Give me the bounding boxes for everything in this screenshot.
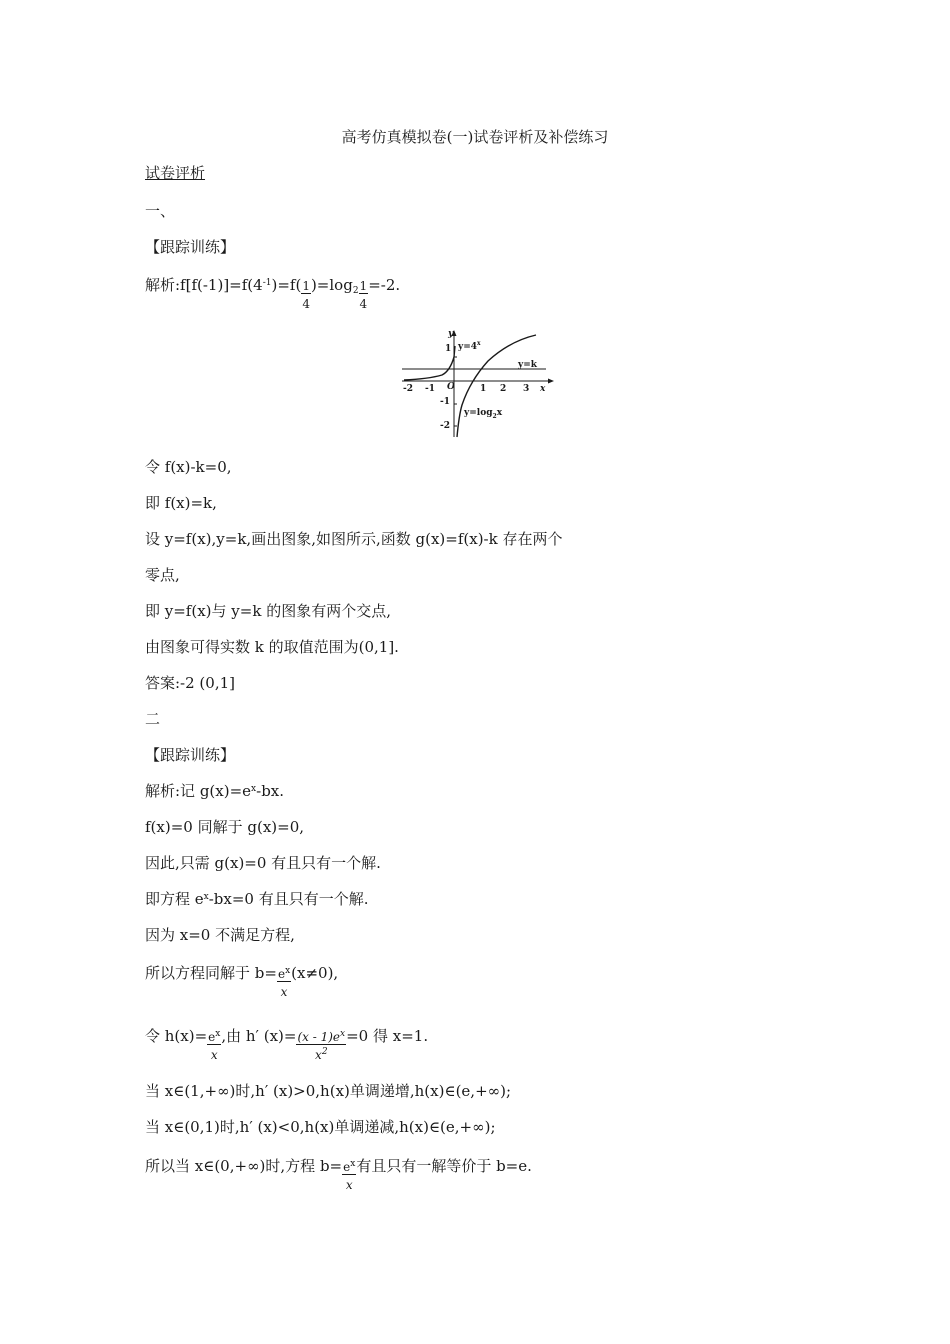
section-heading: 试卷评析	[145, 164, 206, 182]
text: -bx=0 有且只有一个解.	[208, 890, 369, 908]
text: 有且只有一解等价于 b=e.	[356, 1157, 532, 1175]
part2-line: 因为 x=0 不满足方程,	[145, 926, 295, 944]
text: 令 h(x)=	[145, 1027, 208, 1045]
fraction-ex-over-x	[207, 1026, 221, 1062]
text: =0 得 x=1.	[346, 1027, 429, 1045]
part2-line: 当 x∈(0,1)时,h′ (x)<0,h(x)单调递减,h(x)∈(e,+∞);	[145, 1118, 496, 1136]
part1-line: 即 y=f(x)与 y=k 的图象有两个交点,	[145, 602, 391, 620]
part2-line: 因此,只需 g(x)=0 有且只有一个解.	[145, 854, 381, 872]
part1-line: 令 f(x)-k=0,	[145, 458, 232, 476]
fraction-denominator: 4	[359, 297, 368, 311]
y-tick-label: 1	[445, 344, 452, 354]
fraction-numerator: $(x - 1)e^x$	[297, 1029, 346, 1044]
function-graph	[398, 325, 558, 443]
page-title: 高考仿真模拟卷(一)试卷评析及补偿练习	[341, 128, 609, 146]
curve2-label: $y=\log_2x$	[464, 408, 503, 420]
part2-heading: 【跟踪训练】	[145, 746, 236, 764]
part2-line: f(x)=0 同解于 g(x)=0,	[145, 818, 305, 836]
fraction-denominator: x	[345, 1178, 353, 1192]
exponent: x	[251, 784, 257, 794]
x-tick-label: -1	[425, 384, 435, 394]
part1-line: 由图象可得实数 k 的取值范围为(0,1].	[145, 638, 399, 656]
y-axis-label: y	[448, 329, 454, 339]
part2-line	[145, 889, 369, 909]
x-axis-label: x	[540, 384, 546, 394]
x-tick-label: 3	[523, 384, 530, 394]
part1-analysis	[145, 275, 401, 311]
part1-line: 设 y=f(x),y=k,画出图象,如图所示,函数 g(x)=f(x)-k 存在两个	[145, 530, 563, 548]
x-axis-arrow	[548, 379, 554, 384]
fraction-numerator: $e^x$	[208, 1029, 221, 1044]
text: 解析:记 g(x)=e	[145, 782, 252, 800]
fraction-ex-over-x	[277, 963, 291, 999]
fraction-denominator: x	[210, 1048, 218, 1062]
part2-line	[145, 1026, 429, 1062]
fraction-numerator: 1	[359, 279, 368, 293]
curve1-label: $y=4^x$	[458, 340, 481, 352]
text: ,由 h′ (x)=	[221, 1027, 297, 1045]
y-tick-label: -2	[440, 421, 450, 431]
fraction-derivative	[296, 1026, 346, 1062]
fraction-denominator: x	[280, 985, 288, 999]
part1-answer: 答案:-2 (0,1]	[145, 674, 235, 692]
fraction-numerator: $e^x$	[277, 966, 291, 981]
part2-line	[145, 963, 339, 999]
x-tick-label: 2	[500, 384, 507, 394]
y-tick-label: -1	[440, 397, 450, 407]
part2-number: 二	[145, 710, 161, 728]
analysis-exponent: -1	[262, 278, 272, 288]
text: (x≠0),	[291, 964, 339, 982]
text: 所以方程同解于 b=	[145, 964, 277, 982]
part1-number: 一、	[145, 202, 176, 220]
analysis-text-b: )=f(	[271, 276, 302, 294]
part1-heading: 【跟踪训练】	[145, 238, 236, 256]
x-tick-label: -2	[403, 384, 413, 394]
part1-line: 零点,	[145, 566, 180, 584]
part2-line: 当 x∈(1,+∞)时,h′ (x)>0,h(x)单调递增,h(x)∈(e,+∞);	[145, 1082, 512, 1100]
fraction-numerator: 1	[302, 279, 310, 293]
part2-line	[145, 781, 284, 801]
origin-label: O	[447, 382, 455, 392]
analysis-text-d: =-2.	[368, 276, 401, 294]
line-label: y=k	[518, 360, 538, 370]
text: 所以当 x∈(0,+∞)时,方程 b=	[145, 1157, 343, 1175]
analysis-text-a: 解析:f[f(-1)]=f(4	[145, 276, 263, 294]
exponent: x	[203, 892, 209, 902]
part2-line	[145, 1156, 532, 1192]
part1-line: 即 f(x)=k,	[145, 494, 217, 512]
fraction-one-quarter-2	[359, 275, 369, 311]
fraction-numerator: $e^x$	[343, 1159, 356, 1174]
analysis-text-c: )=log	[310, 276, 353, 294]
text: 即方程 e	[145, 890, 204, 908]
fraction-denominator: $x^2$	[315, 1047, 328, 1062]
log-base: 2	[352, 286, 359, 296]
fraction-ex-over-x	[342, 1156, 356, 1192]
fraction-denominator: 4	[302, 297, 310, 311]
x-tick-label: 1	[480, 384, 487, 394]
fraction-one-quarter	[301, 275, 311, 311]
text: -bx.	[256, 782, 285, 800]
